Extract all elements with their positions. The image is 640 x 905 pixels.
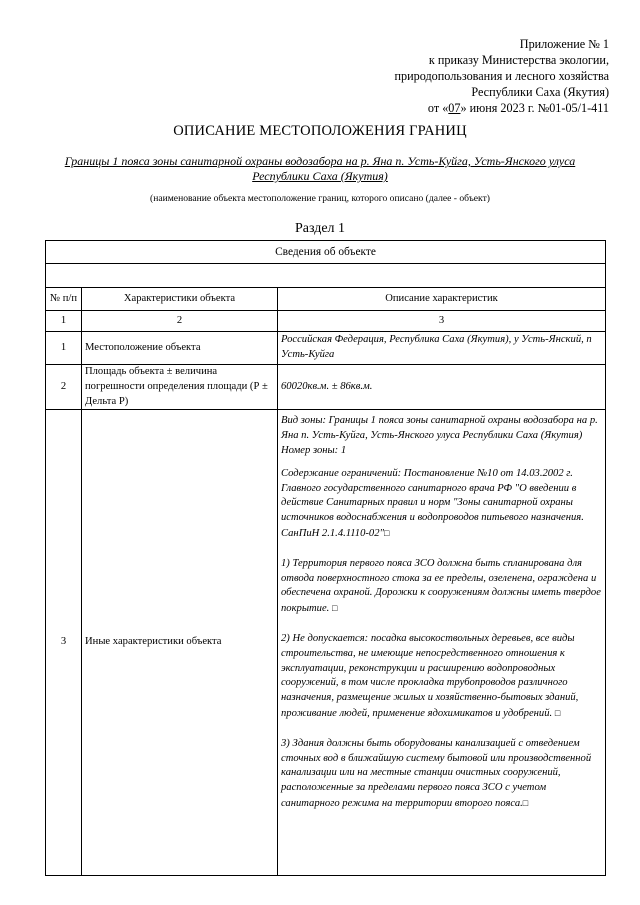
- object-info-table: [45, 240, 606, 876]
- table-row: [46, 332, 606, 365]
- annex-date-day: 07: [448, 101, 461, 115]
- table-row: [46, 410, 606, 876]
- annex-line-5: [394, 100, 609, 116]
- annex-line-2: к приказу Министерства экологии,: [428, 53, 609, 67]
- column-header-description: Описание характеристик: [278, 288, 606, 311]
- table-row: [46, 365, 606, 410]
- column-number-3: 3: [278, 311, 606, 332]
- zone-description: [281, 414, 602, 458]
- row-characteristic: Площадь объекта ± величина погрешности определения площади (Р ± Дельта Р): [82, 365, 278, 410]
- section-heading: Раздел 1: [294, 221, 346, 236]
- row-value: Российская Федерация, Республика Саха (Якутия), у Усть-Янский, п Усть-Куйга: [278, 332, 606, 365]
- column-number-row: [46, 311, 606, 332]
- row-value: 60020кв.м. ± 86кв.м.: [278, 365, 606, 410]
- row-number: 3: [46, 410, 82, 876]
- restriction-item-1: 1) Территория первого пояса ЗСО должна быть спланирована для отвода поверхностного стока за ее пределы, озеленена, ограждена и обеспечена охраной. Дорожки к сооружениям должны иметь твердое покрытие. □: [281, 557, 601, 615]
- row-number: 1: [46, 332, 82, 365]
- column-header-number: № п/п: [46, 288, 82, 311]
- table-header: Сведения об объекте: [46, 241, 606, 264]
- annex-line-4: Республики Саха (Якутия): [471, 85, 609, 99]
- annex-line-3: природопользования и лесного хозяйства: [394, 69, 609, 83]
- restriction-item-3: 3) Здания должны быть оборудованы канализацией с отведением сточных вод в ближайшую систему бытовой или производственной канализации или на местные станции очистных сооружений, расположенные за пределами первого пояса ЗСО с учетом санитарного режима на территории второго пояса.□: [281, 737, 592, 809]
- text-box-glyph: □: [522, 797, 529, 808]
- object-name: Границы 1 пояса зоны санитарной охраны водозабора на р. Яна п. Усть-Куйга, Усть-Янского улуса Республики Саха (Якутия): [64, 154, 576, 183]
- annex-block: [394, 36, 609, 116]
- restrictions-text: Содержание ограничений: Постановление №10 от 14.03.2002 г. Главного государственного санитарного врача РФ "О введении в действие Санитарных правил и норм "Зоны санитарной охраны источников водоснабжения и водопроводов питьевого назначения. СанПиН 2.1.4.1110-02"□: [281, 467, 584, 539]
- object-name-caption: (наименование объекта местоположение границ, которого описано (далее - объект): [150, 193, 490, 204]
- column-header-row: [46, 288, 606, 311]
- row-characteristic: Иные характеристики объекта: [82, 410, 278, 876]
- text-box-glyph: □: [383, 527, 390, 538]
- row-value: [278, 410, 606, 876]
- annex-line-1: Приложение № 1: [519, 37, 609, 51]
- column-number-2: 2: [82, 311, 278, 332]
- text-box-glyph: □: [331, 603, 338, 614]
- column-header-characteristic: Характеристики объекта: [82, 288, 278, 311]
- text-box-glyph: □: [554, 707, 561, 718]
- annex-date-suffix: » июня 2023 г. №01-05/1-411: [460, 101, 609, 115]
- table-empty-row: [46, 264, 606, 288]
- row-number: 2: [46, 365, 82, 410]
- document-title: ОПИСАНИЕ МЕСТОПОЛОЖЕНИЯ ГРАНИЦ: [173, 123, 467, 139]
- annex-date-prefix: от «: [427, 101, 449, 115]
- restriction-item-2: 2) Не допускается: посадка высокоствольных деревьев, все виды строительства, не имеющие непосредственного отношения к эксплуатации, реконструкции и расширению водопроводных сооружений, в том числе прокладка трубопроводов различного назначения, размещение жилых и хозяйственно-бытовых зданий, проживание людей, применение ядохимикатов и удобрений. □: [281, 632, 579, 719]
- column-number-1: 1: [46, 311, 82, 332]
- zone-type: Вид зоны: Границы 1 пояса зоны санитарной охраны водозабора на р. Яна п. Усть-Куйга, Усть-Янского улуса Республики Саха (Якутия): [281, 415, 598, 442]
- zone-number: Номер зоны: 1: [281, 444, 347, 456]
- row-characteristic: Местоположение объекта: [82, 332, 278, 365]
